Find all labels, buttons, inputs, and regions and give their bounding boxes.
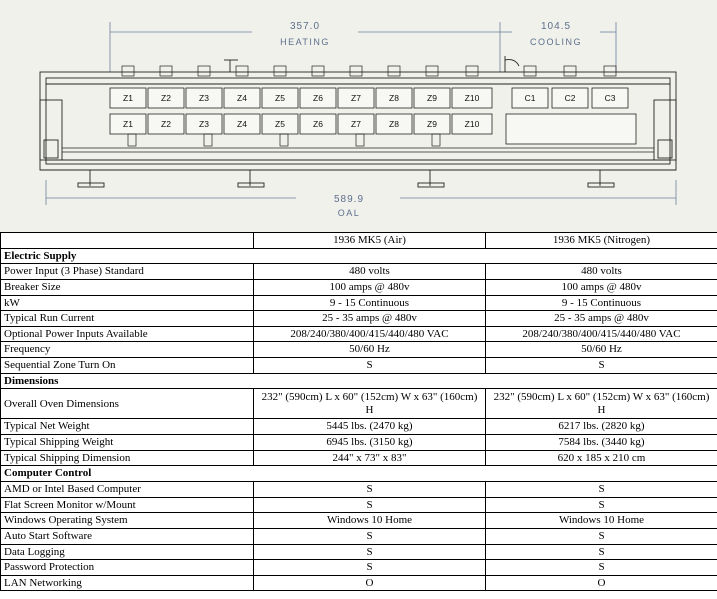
svg-text:Z1: Z1: [123, 119, 133, 129]
row-value-air: Windows 10 Home: [254, 513, 486, 529]
row-label: Data Logging: [1, 544, 254, 560]
row-value-nitrogen: 620 x 185 x 210 cm: [486, 450, 717, 466]
dim-heating-label: HEATING: [280, 37, 330, 47]
section-title-computer-control: Computer Control: [1, 466, 717, 482]
row-value-nitrogen: S: [486, 497, 717, 513]
section-title-electric-supply: Electric Supply: [1, 248, 717, 264]
svg-text:Z10: Z10: [464, 119, 480, 129]
svg-text:Z6: Z6: [313, 93, 323, 103]
table-row: [1, 389, 717, 419]
oven-elevation-drawing: [0, 0, 717, 232]
row-value-air: 208/240/380/400/415/440/480 VAC: [254, 326, 486, 342]
row-value-air: S: [254, 481, 486, 497]
table-row: [1, 326, 717, 342]
row-value-air: S: [254, 528, 486, 544]
row-value-nitrogen: S: [486, 544, 717, 560]
table-row: [1, 481, 717, 497]
svg-text:Z1: Z1: [123, 93, 133, 103]
specifications-table: [0, 232, 717, 591]
row-label: Typical Shipping Weight: [1, 435, 254, 451]
svg-text:Z2: Z2: [161, 119, 171, 129]
row-label: Optional Power Inputs Available: [1, 326, 254, 342]
svg-text:Z9: Z9: [427, 119, 437, 129]
dim-cooling-label: COOLING: [529, 37, 583, 47]
row-value-air: O: [254, 575, 486, 591]
header-air: 1936 MK5 (Air): [254, 233, 486, 249]
row-value-nitrogen: 100 amps @ 480v: [486, 279, 717, 295]
svg-text:Z3: Z3: [199, 119, 209, 129]
table-row: [1, 419, 717, 435]
row-label: Typical Run Current: [1, 311, 254, 327]
svg-text:Z3: Z3: [199, 93, 209, 103]
table-row: [1, 513, 717, 529]
row-value-air: 480 volts: [254, 264, 486, 280]
row-label: Sequential Zone Turn On: [1, 358, 254, 374]
section-row-dimensions: [1, 373, 717, 389]
svg-text:Z7: Z7: [351, 119, 361, 129]
dim-heating-value: 357.0: [289, 21, 321, 32]
row-label: Breaker Size: [1, 279, 254, 295]
table-row: [1, 435, 717, 451]
table-row: [1, 295, 717, 311]
row-value-air: 6945 lbs. (3150 kg): [254, 435, 486, 451]
row-value-air: 100 amps @ 480v: [254, 279, 486, 295]
row-value-nitrogen: 232" (590cm) L x 60" (152cm) W x 63" (160cm) H: [486, 389, 717, 419]
row-label: Typical Shipping Dimension: [1, 450, 254, 466]
row-value-nitrogen: 25 - 35 amps @ 480v: [486, 311, 717, 327]
row-label: kW: [1, 295, 254, 311]
row-value-air: 50/60 Hz: [254, 342, 486, 358]
row-value-air: S: [254, 544, 486, 560]
row-value-nitrogen: O: [486, 575, 717, 591]
section-row-computer-control: [1, 466, 717, 482]
table-row: [1, 544, 717, 560]
header-blank: [1, 233, 254, 249]
table-row: [1, 497, 717, 513]
table-header-row: [1, 233, 717, 249]
row-label: Power Input (3 Phase) Standard: [1, 264, 254, 280]
table-row: [1, 311, 717, 327]
row-value-nitrogen: 480 volts: [486, 264, 717, 280]
row-value-nitrogen: 50/60 Hz: [486, 342, 717, 358]
row-value-air: 232" (590cm) L x 60" (152cm) W x 63" (160cm) H: [254, 389, 486, 419]
row-value-nitrogen: S: [486, 358, 717, 374]
row-label: Overall Oven Dimensions: [1, 389, 254, 419]
svg-text:Z5: Z5: [275, 119, 285, 129]
row-value-air: S: [254, 497, 486, 513]
oven-drawing-svg: [0, 0, 717, 232]
section-row-electric-supply: [1, 248, 717, 264]
row-value-nitrogen: 208/240/380/400/415/440/480 VAC: [486, 326, 717, 342]
row-label: Auto Start Software: [1, 528, 254, 544]
table-row: [1, 264, 717, 280]
svg-text:Z8: Z8: [389, 93, 399, 103]
table-row: [1, 575, 717, 591]
svg-text:Z2: Z2: [161, 93, 171, 103]
svg-text:Z9: Z9: [427, 93, 437, 103]
row-value-air: S: [254, 358, 486, 374]
row-label: AMD or Intel Based Computer: [1, 481, 254, 497]
dim-overall-value: 589.9: [333, 194, 365, 205]
svg-text:C1: C1: [524, 93, 536, 103]
svg-text:Z8: Z8: [389, 119, 399, 129]
svg-text:Z6: Z6: [313, 119, 323, 129]
row-value-nitrogen: Windows 10 Home: [486, 513, 717, 529]
svg-text:Z10: Z10: [464, 93, 480, 103]
row-label: LAN Networking: [1, 575, 254, 591]
svg-text:Z4: Z4: [237, 93, 247, 103]
dim-overall-label: OAL: [337, 208, 361, 218]
row-label: Flat Screen Monitor w/Mount: [1, 497, 254, 513]
row-label: Windows Operating System: [1, 513, 254, 529]
row-value-nitrogen: S: [486, 528, 717, 544]
svg-text:Z7: Z7: [351, 93, 361, 103]
row-value-nitrogen: S: [486, 481, 717, 497]
svg-text:Z4: Z4: [237, 119, 247, 129]
row-value-air: 244" x 73" x 83": [254, 450, 486, 466]
header-nitrogen: 1936 MK5 (Nitrogen): [486, 233, 717, 249]
row-value-air: 25 - 35 amps @ 480v: [254, 311, 486, 327]
table-row: [1, 560, 717, 576]
table-row: [1, 450, 717, 466]
table-row: [1, 358, 717, 374]
table-row: [1, 342, 717, 358]
svg-text:C3: C3: [604, 93, 616, 103]
svg-text:Z5: Z5: [275, 93, 285, 103]
row-value-nitrogen: 9 - 15 Continuous: [486, 295, 717, 311]
row-value-nitrogen: S: [486, 560, 717, 576]
row-value-air: 5445 lbs. (2470 kg): [254, 419, 486, 435]
dim-cooling-value: 104.5: [540, 21, 572, 32]
table-row: [1, 528, 717, 544]
row-label: Password Protection: [1, 560, 254, 576]
row-value-air: 9 - 15 Continuous: [254, 295, 486, 311]
row-value-nitrogen: 6217 lbs. (2820 kg): [486, 419, 717, 435]
row-value-air: S: [254, 560, 486, 576]
table-row: [1, 279, 717, 295]
row-value-nitrogen: 7584 lbs. (3440 kg): [486, 435, 717, 451]
row-label: Frequency: [1, 342, 254, 358]
section-title-dimensions: Dimensions: [1, 373, 717, 389]
row-label: Typical Net Weight: [1, 419, 254, 435]
svg-text:C2: C2: [564, 93, 576, 103]
